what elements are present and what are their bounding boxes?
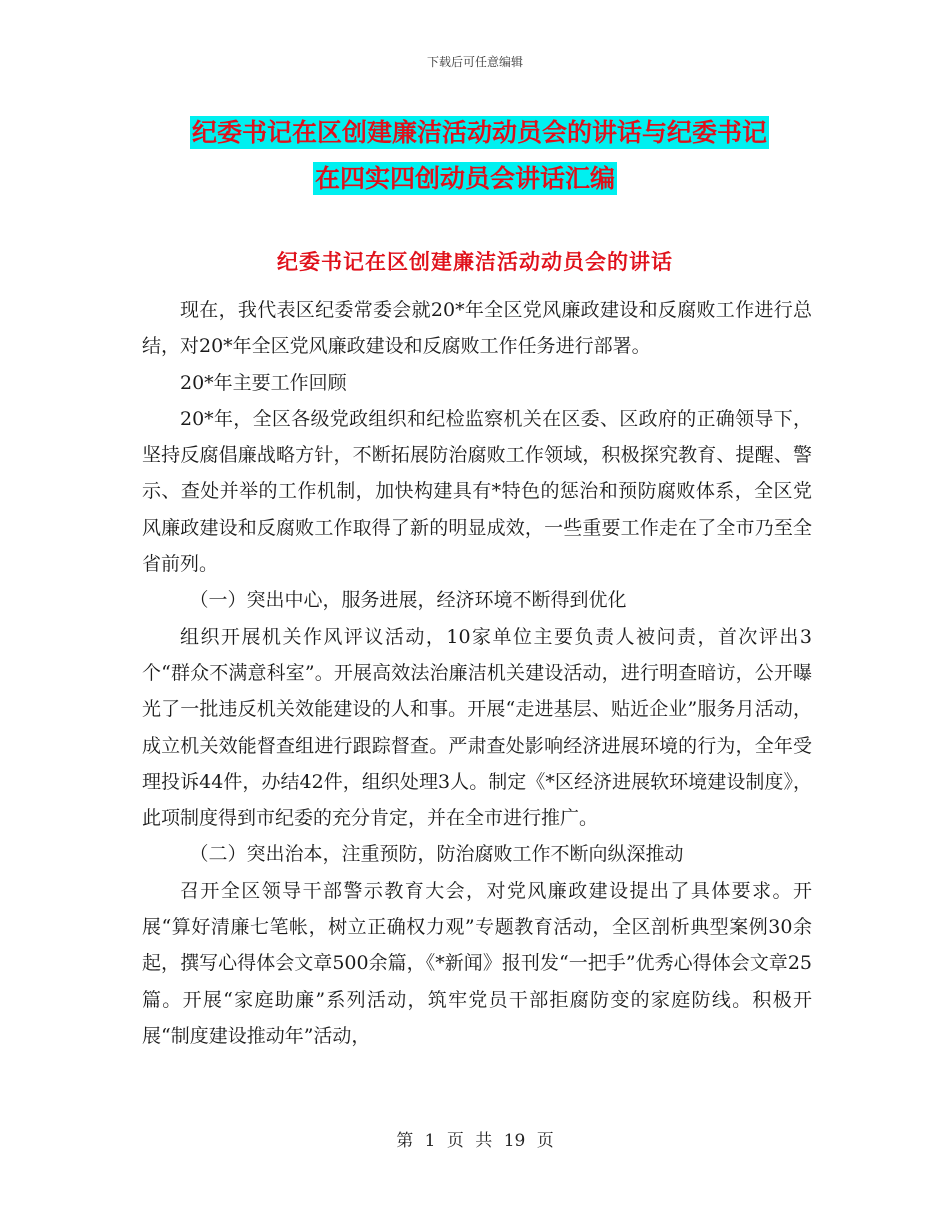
title-line-1 — [190, 110, 830, 156]
paragraph-section-1: 组织开展机关作风评议活动，10家单位主要负责人被问责，首次评出3个“群众不满意科室”。开展高效法治廉洁机关建设活动，进行明查暗访，公开曝光了一批违反机关效能建设的人和事。开展“走进基层、贴近企业”服务月活动，成立机关效能督查组进行跟踪督查。严肃查处影响经济进展环境的行为，全年受理投诉44件，办结42件，组织处理3人。制定《*区经济进展软环境建设制度》，此项制度得到市纪委的充分肯定，并在全市进行推广。 — [142, 625, 812, 830]
body-text — [142, 292, 812, 1054]
page-footer: 第 1 页 共 19 页 — [396, 1131, 554, 1151]
header-note: 下载后可任意编辑 — [426, 55, 523, 69]
title-line-2-text: 在四实四创动员会讲话汇编 — [315, 164, 616, 193]
paragraph-subheading-2: （二）突出治本，注重预防，防治腐败工作不断向纵深推动 — [189, 843, 684, 866]
paragraph-review-heading: 20*年主要工作回顾 — [180, 371, 347, 394]
document-title — [190, 110, 830, 202]
paragraph-subheading-1: （一）突出中心，服务进展，经济环境不断得到优化 — [189, 589, 627, 612]
title-line-2 — [190, 156, 830, 202]
section-title: 纪委书记在区创建廉洁活动动员会的讲话 — [277, 249, 673, 274]
paragraph-review-summary: 20*年，全区各级党政组织和纪检监察机关在区委、区政府的正确领导下，坚持反腐倡廉战略方针，不断拓展防治腐败工作领域，积极探究教育、提醒、警示、查处并举的工作机制，加快构建具有*特色的惩治和预防腐败体系，全区党风廉政建设和反腐败工作取得了新的明显成效，一些重要工作走在了全市乃至全省前列。 — [142, 407, 812, 576]
paragraph-section-2: 召开全区领导干部警示教育大会，对党风廉政建设提出了具体要求。开展“算好清廉七笔帐，树立正确权力观”专题教育活动，全区剖析典型案例30余起，撰写心得体会文章500余篇，《*新闻》报刊发“一把手”优秀心得体会文章25篇。开展“家庭助廉”系列活动，筑牢党员干部拒腐防变的家庭防线。积极开展“制度建设推动年”活动， — [142, 879, 812, 1047]
title-line-1-text: 纪委书记在区创建廉洁活动动员会的讲话与纪委书记 — [192, 118, 768, 147]
paragraph-intro: 现在，我代表区纪委常委会就20*年全区党风廉政建设和反腐败工作进行总结，对20*年全区党风廉政建设和反腐败工作任务进行部署。 — [142, 299, 812, 358]
